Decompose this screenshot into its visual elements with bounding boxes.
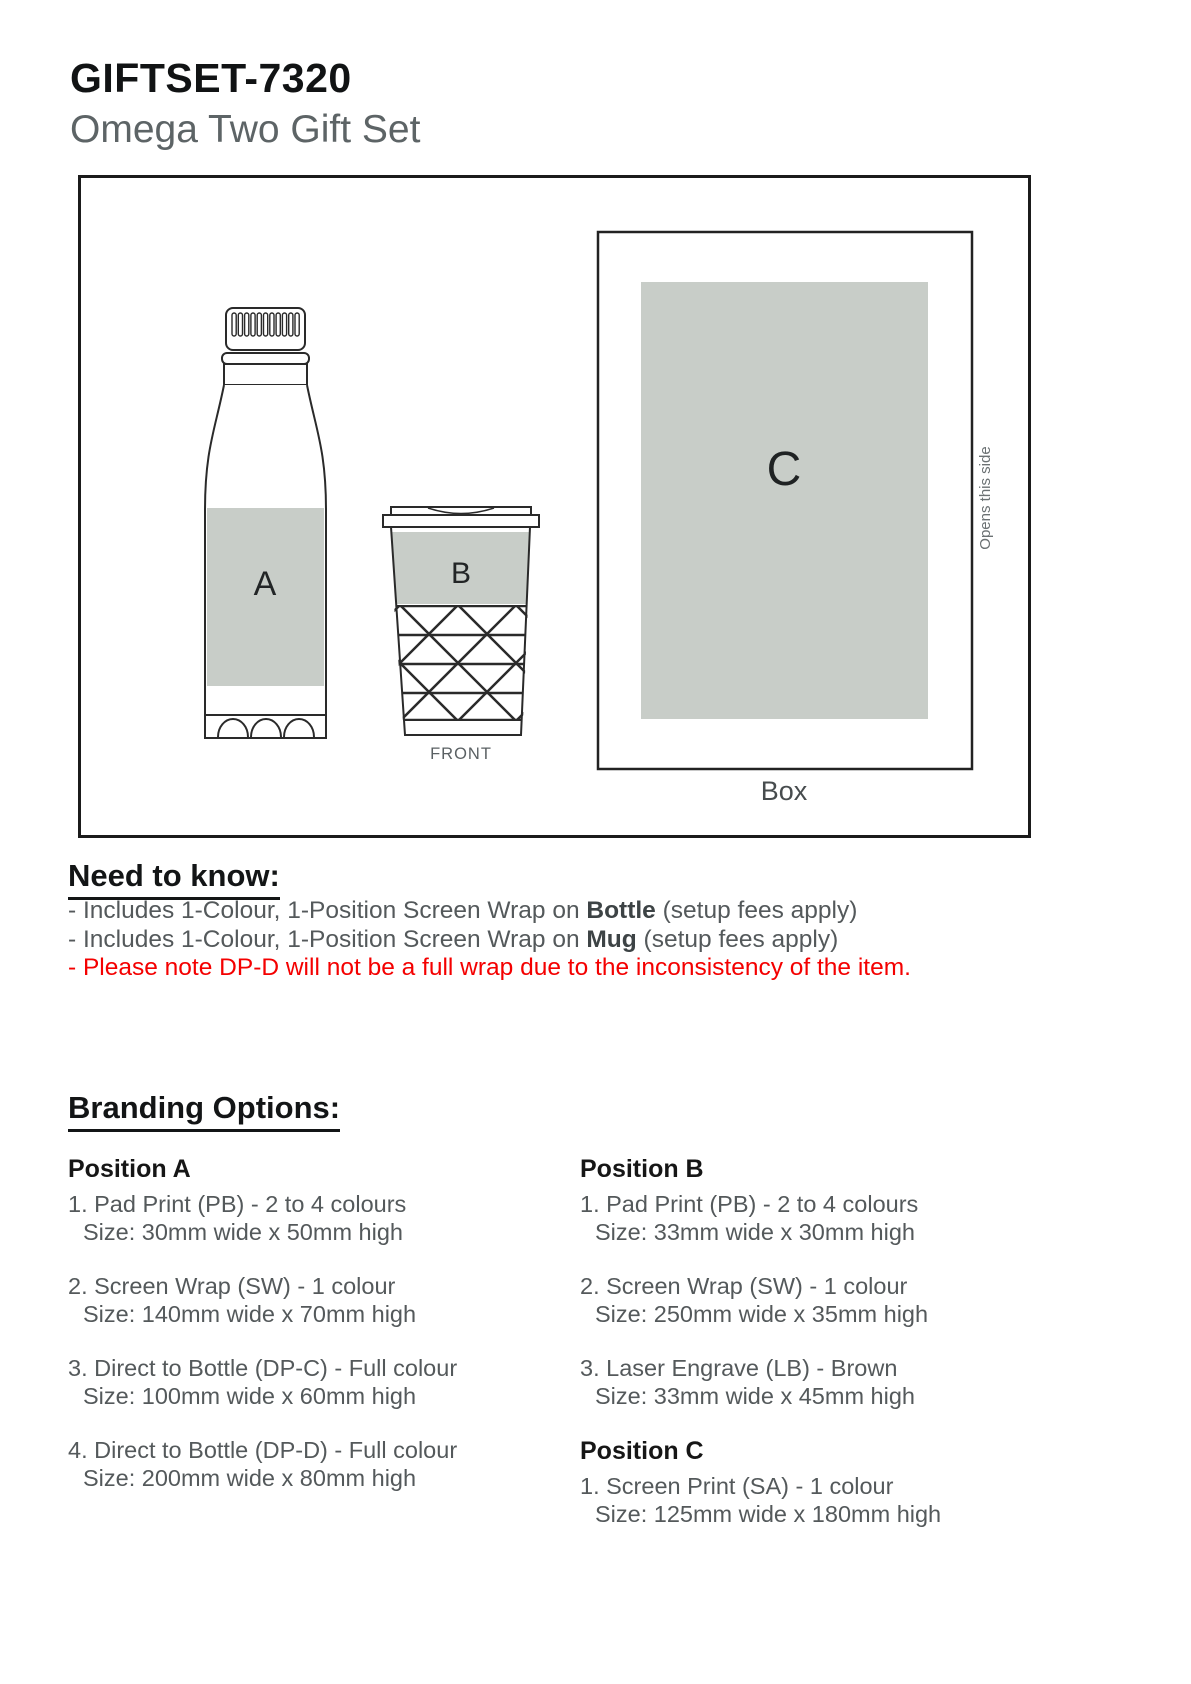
- position-b-section: [580, 1155, 1140, 1410]
- zone-c-label: C: [766, 443, 802, 496]
- item-size: Size: 33mm wide x 45mm high: [595, 1382, 915, 1409]
- item-size: Size: 33mm wide x 30mm high: [595, 1218, 915, 1245]
- item-line1: 2. Screen Wrap (SW) - 1 colour: [580, 1273, 908, 1299]
- need-to-know-heading: Need to know:: [68, 858, 280, 900]
- branding-item: [68, 1273, 568, 1328]
- branding-column-left: [68, 1155, 568, 1519]
- line-text: (setup fees apply): [655, 897, 858, 924]
- need-to-know-list: [68, 897, 911, 983]
- item-size: Size: 30mm wide x 50mm high: [83, 1218, 403, 1245]
- branding-item: [68, 1437, 568, 1492]
- line-text: - Includes 1-Colour, 1-Position Screen Wrap on: [68, 925, 587, 953]
- item-size: Size: 100mm wide x 60mm high: [83, 1382, 417, 1409]
- mug-front-label: FRONT: [430, 745, 492, 763]
- line-bold-word: Mug: [586, 925, 637, 953]
- position-a-heading: Position A: [68, 1155, 191, 1183]
- box-drawing: [598, 232, 972, 769]
- bottle-drawing: [205, 308, 326, 738]
- item-size: Size: 250mm wide x 35mm high: [595, 1300, 929, 1327]
- item-line1: 1. Pad Print (PB) - 2 to 4 colours: [68, 1191, 407, 1217]
- product-diagram: [78, 175, 1031, 838]
- position-b-heading: Position B: [580, 1155, 704, 1183]
- branding-column-right: [580, 1155, 1140, 1555]
- item-line1: 4. Direct to Bottle (DP-D) - Full colour: [68, 1437, 458, 1463]
- zone-a-label: A: [253, 565, 277, 603]
- item-line1: 3. Direct to Bottle (DP-C) - Full colour: [68, 1355, 458, 1381]
- branding-item: [68, 1355, 568, 1410]
- mug-drawing: [282, 507, 634, 735]
- line-bold-word: Bottle: [586, 897, 656, 924]
- position-c-heading: Position C: [580, 1437, 704, 1465]
- branding-item: [580, 1473, 1140, 1528]
- need-to-know-line-mug: [68, 926, 911, 955]
- need-to-know-note-red: - Please note DP-D will not be a full wrap due to the inconsistency of the item.: [68, 954, 911, 981]
- position-c-section: [580, 1437, 1140, 1528]
- item-line1: 3. Laser Engrave (LB) - Brown: [580, 1355, 898, 1381]
- branding-zone-c: [641, 282, 928, 719]
- position-a-section: [68, 1155, 568, 1492]
- item-size: Size: 140mm wide x 70mm high: [83, 1300, 417, 1327]
- need-to-know-line-bottle: [68, 897, 911, 926]
- box-opens-label: Opens this side: [977, 446, 994, 550]
- line-text: - Includes 1-Colour, 1-Position Screen Wrap on: [68, 897, 587, 924]
- branding-item: [580, 1273, 1140, 1328]
- item-line1: 1. Screen Print (SA) - 1 colour: [580, 1473, 894, 1499]
- mug-lattice-pattern: [282, 605, 634, 723]
- page-subtitle: Omega Two Gift Set: [70, 108, 421, 151]
- zone-b-label: B: [450, 557, 472, 590]
- item-size: Size: 125mm wide x 180mm high: [595, 1500, 942, 1527]
- line-text: (setup fees apply): [636, 925, 839, 953]
- page-title: GIFTSET-7320: [70, 55, 352, 101]
- diagram-canvas: [81, 178, 1028, 835]
- branding-item: [580, 1191, 1140, 1246]
- item-line1: 1. Pad Print (PB) - 2 to 4 colours: [580, 1191, 919, 1217]
- box-label: Box: [760, 776, 808, 806]
- branding-options-heading: Branding Options:: [68, 1090, 340, 1132]
- branding-item: [580, 1355, 1140, 1410]
- branding-item: [68, 1191, 568, 1246]
- item-line1: 2. Screen Wrap (SW) - 1 colour: [68, 1273, 396, 1299]
- item-size: Size: 200mm wide x 80mm high: [83, 1464, 417, 1491]
